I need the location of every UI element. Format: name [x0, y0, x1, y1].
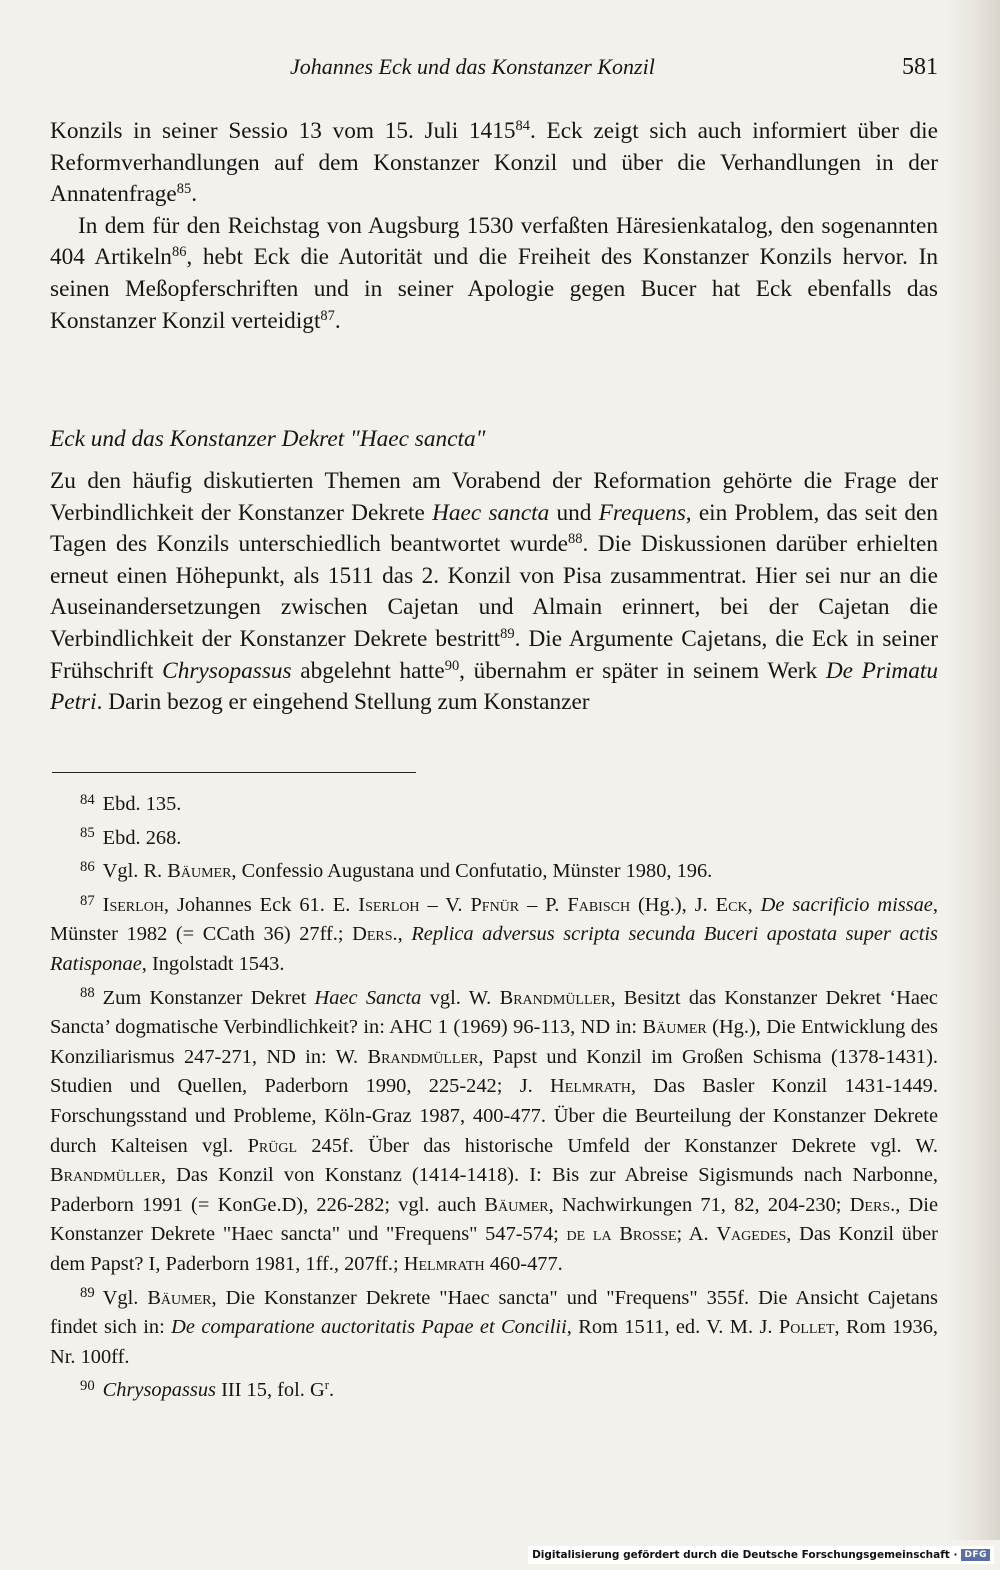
footnote-85: $^{85}$ Ebd. 268. [80, 825, 182, 849]
footnote-ref-85[interactable]: 85 [176, 181, 192, 198]
footnote-ref-84[interactable]: 84 [515, 118, 530, 135]
footnote-separator [52, 772, 416, 773]
page-header [50, 54, 938, 90]
footnote-ref-87[interactable]: 87 [320, 307, 335, 324]
footnote-86: $^{86}$ Vgl. R. Bäumer, Confessio Augustana und Confutatio, Münster 1980, 196. [80, 859, 713, 883]
body-text [50, 116, 938, 337]
footnote-88: $^{88}$ Zum Konstanzer Dekret Haec Sancta vgl. W. Brandmüller, Besitzt das Konstanzer Dekret ‘Haec Sancta’ dogmatische Verbindlichkeit? in: AHC 1 (1969) 96-113, ND in: Bäumer (Hg.), Die Entwicklung des Konziliarismus 247-271, ND in: W. Brandmüller, Papst und Konzil im Großen Schisma (1378-1431). Studien und Quellen, Paderborn 1990, 225-242; J. Helmrath, Das Basler Konzil 1431-1449. Forschungsstand und Probleme, Köln-Graz 1987, 400-477. Über die Beurteilung der Konstanzer Dekrete durch Kalteisen vgl. Prügl 245f. Über das historische Umfeld der Konstanzer Dekrete vgl. W. Brandmüller, Das Konzil von Konstanz (1414-1418). I: Bis zur Abreise Sigismunds nach Narbonne, Paderborn 1991 (= KonGe.D), 226-282; vgl. auch Bäumer, Nachwirkungen 71, 82, 204-230; Ders., Die Konstanzer Dekrete "Haec sancta" und "Frequens" 547-574; de la Brosse; A. Vagedes, Das Konzil über dem Papst? I, Paderborn 1981, 1ff., 207ff.; Helmrath 460-477. [50, 985, 938, 1275]
footnote-90: $^{90}$ Chrysopassus III 15, fol. $G^r$. [80, 1378, 335, 1402]
paragraph-2: In dem für den Reichstag von Augsburg 1530 verfaßten Häresienkatalog, den sogenannten 404 Artikeln$^{86}$, hebt Eck die Autorität und die Freiheit des Konstanzer Konzils hervor. In seinen Meßopferschriften und in seiner Apologie gegen Bucer hat Eck ebenfalls das Konstanzer Konzil verteidigt$^{87}$. [50, 212, 939, 334]
digitization-footer [528, 1546, 994, 1564]
section-heading: Eck und das Konstanzer Dekret "Haec sancta" [50, 426, 486, 452]
page-edge-shadow [946, 0, 1000, 1540]
section-paragraph: Zu den häufig diskutierten Themen am Vorabend der Reformation gehörte die Frage der Verbindlichkeit der Konstanzer Dekrete Haec sancta und Frequens, ein Problem, das seit den Tagen des Konzils unterschiedlich beantwortet wurde$^{88}$. Die Diskussionen darüber erhielten erneut einen Höhepunkt, als 1511 das 2. Konzil von Pisa zusammentrat. Hier sei nur an die Auseinandersetzungen zwischen Cajetan und Almain erinnert, bei der Cajetan die Verbindlichkeit der Konstanzer Dekrete bestritt$^{89}$. Die Argumente Cajetans, die Eck in seiner Frühschrift Chrysopassus abgelehnt hatte$^{90}$, übernahm er später in seinem Werk De Primatu Petri. Darin bezog er eingehend Stellung zum Konstanzer [50, 468, 939, 716]
funding-notice: Digitalisierung gefördert durch die Deutsche Forschungsgemeinschaft · [532, 1549, 958, 1561]
dfg-logo-icon[interactable]: DFG [961, 1549, 990, 1561]
footnote-ref-86[interactable]: 86 [171, 244, 187, 261]
footnote-ref-88[interactable]: 88 [568, 531, 583, 548]
footnote-ref-89[interactable]: 89 [500, 626, 515, 643]
page-number: 581 [902, 54, 938, 80]
running-title: Johannes Eck und das Konstanzer Konzil [290, 54, 655, 79]
footnote-84: $^{84}$ Ebd. 135. [80, 791, 182, 815]
footnote-89: $^{89}$ Vgl. Bäumer, Die Konstanzer Dekrete "Haec sancta" und "Frequens" 355f. Die Ansicht Cajetans findet sich in: De comparatione auctoritatis Papae et Concilii, Rom 1511, ed. V. M. J. Pollet, Rom 1936, Nr. 100ff. [50, 1285, 938, 1368]
footnote-ref-90[interactable]: 90 [444, 657, 460, 674]
paragraph-1: Konzils in seiner Sessio 13 vom 15. Juli 1415$^{84}$. Eck zeigt sich auch informiert über die Reformverhandlungen auf dem Konstanzer Konzil und über die Verhandlungen in der Annatenfrage$^{85}$. [50, 118, 938, 208]
footnote-87: $^{87}$ Iserloh, Johannes Eck 61. E. Iserloh – V. Pfnür – P. Fabisch (Hg.), J. Eck, De sacrificio missae, Münster 1982 (= CCath 36) 27ff.; Ders., Replica adversus scripta secunda Buceri apostata super actis Ratisponae, Ingolstadt 1543. [50, 892, 938, 975]
footnotes [50, 790, 938, 1410]
